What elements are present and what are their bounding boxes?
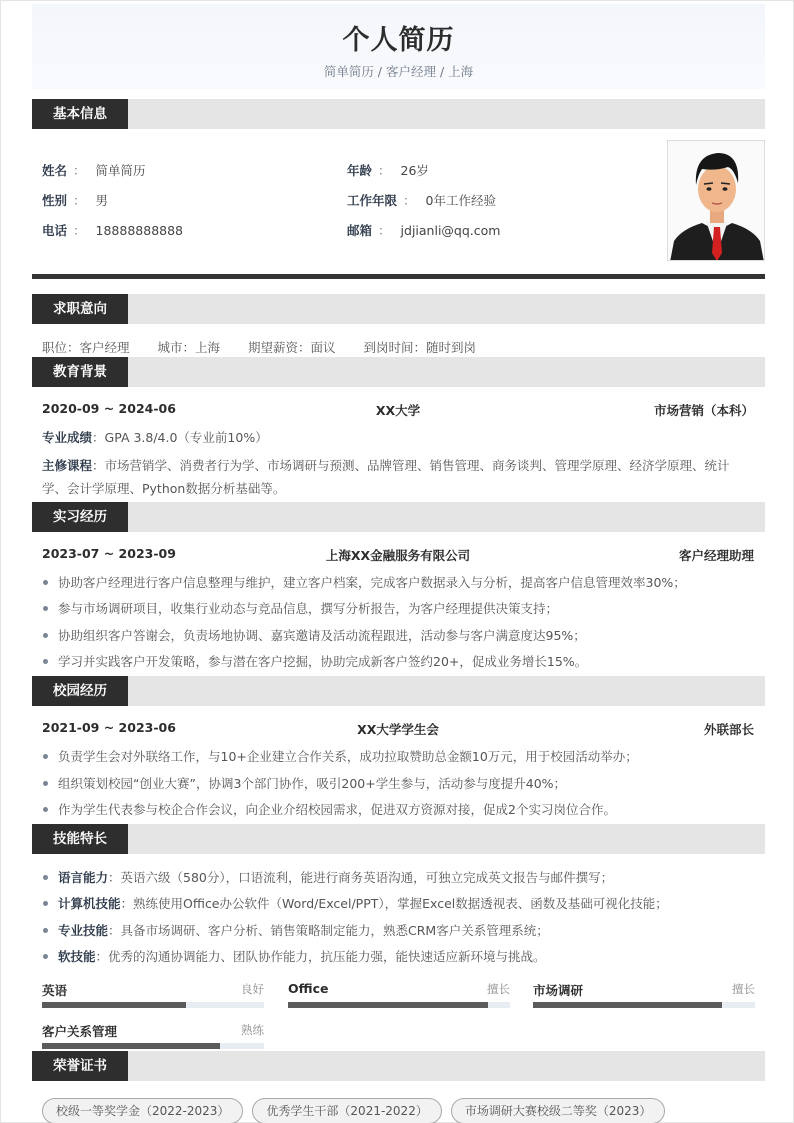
bullet-icon xyxy=(43,659,48,664)
progress-track xyxy=(533,1002,755,1008)
progress-fill xyxy=(288,1002,488,1008)
education-gpa: 专业成绩：GPA 3.8/4.0（专业前10%） xyxy=(42,430,268,445)
page-subtitle: 简单简历 / 客户经理 / 上海 xyxy=(323,64,474,79)
campus-bullet: 组织策划校园“创业大赛”，协调3个部门协作，吸引200+学生参与，活动参与度提升40%； xyxy=(42,774,758,792)
progress-track xyxy=(288,1002,510,1008)
skill-bar-market-research: 市场调研 擅长 xyxy=(533,981,755,1015)
bullet-icon xyxy=(43,928,48,933)
bullet-icon xyxy=(43,754,48,759)
skill-bullet: 语言能力：英语六级（580分），口语流利，能进行商务英语沟通，可独立完成英文报告与邮件撰写； xyxy=(42,868,758,886)
section-title: 技能特长 xyxy=(32,824,128,854)
bullet-icon xyxy=(43,901,48,906)
progress-fill xyxy=(42,1002,186,1008)
info-phone: 电话 ： 18888888888 xyxy=(42,223,184,238)
profile-photo xyxy=(667,140,765,261)
campus-bullet: 作为学生代表参与校企合作会议，向企业介绍校园需求，促进双方资源对接，促成2个实习岗位合作。 xyxy=(42,800,758,818)
education-courses-cont: 学、会计学原理、Python数据分析基础等。 xyxy=(42,481,286,496)
section-basic-info xyxy=(32,99,765,129)
thick-divider xyxy=(32,274,765,279)
honor-chip: 校级一等奖学金（2022-2023） xyxy=(42,1098,243,1123)
honor-chip: 优秀学生干部（2021-2022） xyxy=(252,1098,441,1123)
campus-header: XX大学学生会 2021-09 ~ 2023-06 外联部长 xyxy=(42,720,754,737)
section-title: 实习经历 xyxy=(32,502,128,532)
progress-fill xyxy=(533,1002,722,1008)
progress-track xyxy=(42,1043,264,1049)
internship-bullet: 协助组织客户答谢会，负责场地协调、嘉宾邀请及活动流程跟进，活动参与客户满意度达95%； xyxy=(42,626,758,644)
skill-bullet: 软技能：优秀的沟通协调能力、团队协作能力，抗压能力强，能快速适应新环境与挑战。 xyxy=(42,947,758,965)
page-title: 个人简历 xyxy=(342,25,455,56)
skill-bullet: 计算机技能：熟练使用Office办公软件（Word/Excel/PPT），掌握Excel数据透视表、函数及基础可视化技能； xyxy=(42,894,758,912)
section-job-intent xyxy=(32,294,765,324)
info-email: 邮箱 ： jdjianli@qq.com xyxy=(347,223,501,238)
progress-fill xyxy=(42,1043,220,1049)
internship-bullet: 协助客户经理进行客户信息整理与维护，建立客户档案，完成客户数据录入与分析，提高客户信息管理效率30%； xyxy=(42,573,758,591)
bullet-icon xyxy=(43,875,48,880)
bullet-icon xyxy=(43,781,48,786)
skill-bar-office: Office 擅长 xyxy=(288,981,510,1015)
section-title: 求职意向 xyxy=(32,294,128,324)
internship-bullet: 参与市场调研项目，收集行业动态与竞品信息，撰写分析报告，为客户经理提供决策支持； xyxy=(42,599,758,617)
internship-header: 上海XX金融服务有限公司 2023-07 ~ 2023-09 客户经理助理 xyxy=(42,546,754,563)
section-title: 教育背景 xyxy=(32,357,128,387)
info-years: 工作年限 ： 0年工作经验 xyxy=(347,193,496,208)
bullet-icon xyxy=(43,807,48,812)
section-campus xyxy=(32,676,765,706)
section-honors xyxy=(32,1051,765,1081)
info-name: 姓名 ： 简单简历 xyxy=(42,163,146,178)
job-intent-line: 职位：客户经理 城市：上海 期望薪资：面议 到岗时间：随时到岗 xyxy=(42,340,477,355)
section-skills xyxy=(32,824,765,854)
section-title: 校园经历 xyxy=(32,676,128,706)
info-gender: 性别 ： 男 xyxy=(42,193,109,208)
skill-bar-crm: 客户关系管理 熟练 xyxy=(42,1022,264,1056)
section-internship xyxy=(32,502,765,532)
resume-header xyxy=(32,4,765,89)
campus-bullet: 负责学生会对外联络工作，与10+企业建立合作关系，成功拉取赞助总金额10万元，用于校园活动举办； xyxy=(42,747,758,765)
honor-chip: 市场调研大赛校级二等奖（2023） xyxy=(451,1098,666,1123)
progress-track xyxy=(42,1002,264,1008)
skill-bar-english: 英语 良好 xyxy=(42,981,264,1015)
honors-list xyxy=(42,1098,674,1123)
info-age: 年龄 ： 26岁 xyxy=(347,163,429,178)
bullet-icon xyxy=(43,606,48,611)
bullet-icon xyxy=(43,633,48,638)
avatar-illustration xyxy=(668,141,765,261)
section-title: 荣誉证书 xyxy=(32,1051,128,1081)
education-header: XX大学 2020-09 ~ 2024-06 市场营销（本科） xyxy=(42,401,754,418)
bullet-icon xyxy=(43,954,48,959)
section-title: 基本信息 xyxy=(32,99,128,129)
internship-bullet: 学习并实践客户开发策略，参与潜在客户挖掘，协助完成新客户签约20+，促成业务增长15%。 xyxy=(42,652,758,670)
skill-bullet: 专业技能：具备市场调研、客户分析、销售策略制定能力，熟悉CRM客户关系管理系统； xyxy=(42,921,758,939)
section-education xyxy=(32,357,765,387)
education-courses: 主修课程：市场营销学、消费者行为学、市场调研与预测、品牌管理、销售管理、商务谈判、管理学原理、经济学原理、统计 xyxy=(42,458,730,473)
bullet-icon xyxy=(43,580,48,585)
